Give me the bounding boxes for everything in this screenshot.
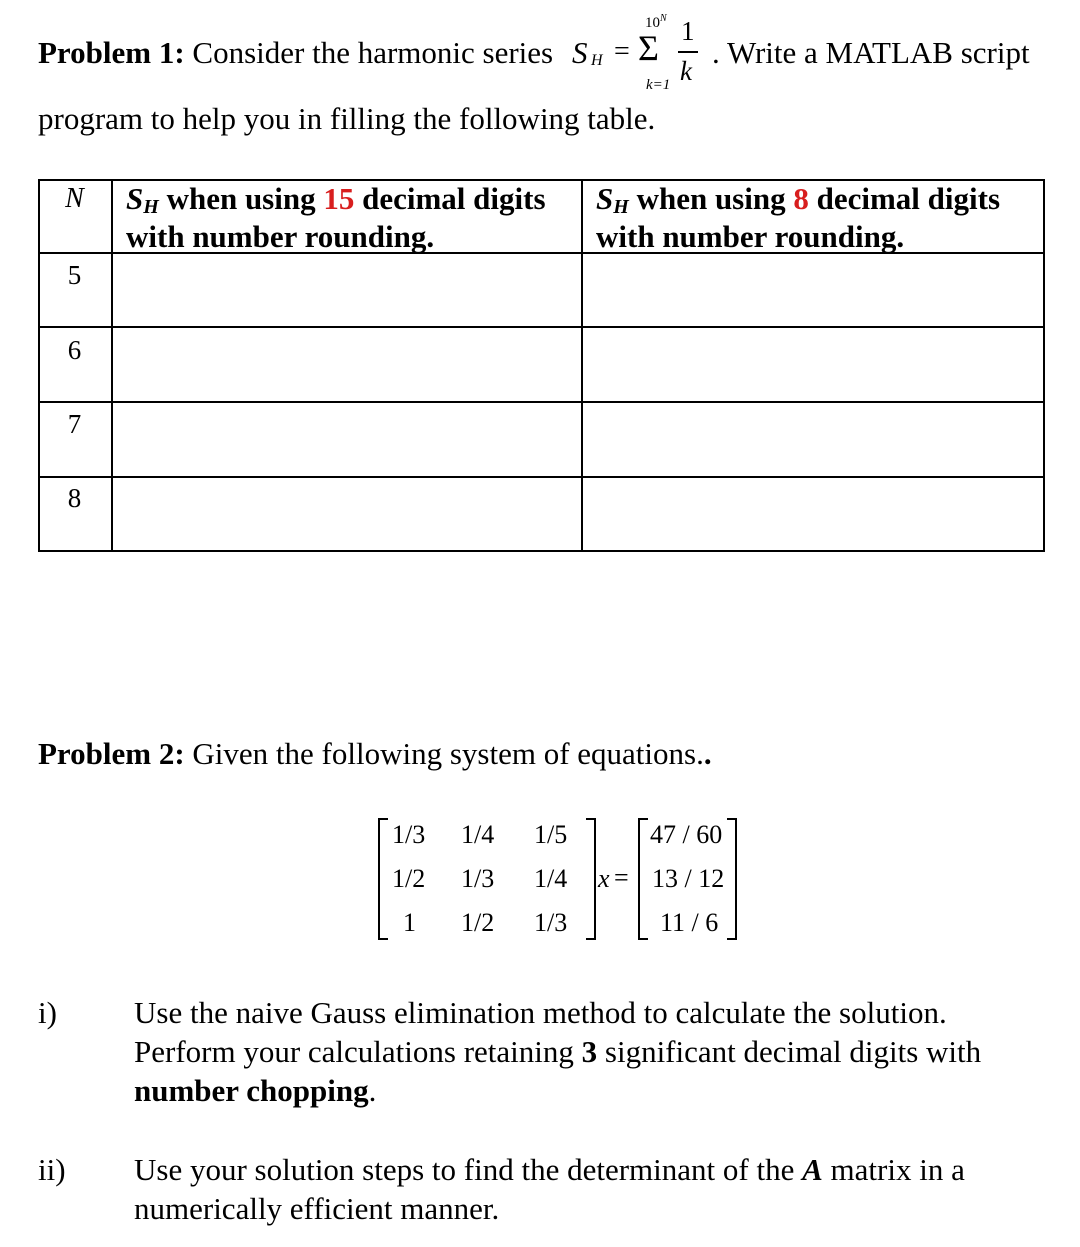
item-ii-line2: numerically efficient manner.: [134, 1191, 500, 1226]
formula-sigma: Σ: [638, 28, 659, 68]
problem1-text-after: . Write a MATLAB script: [712, 35, 1030, 70]
problem2-text: Given the following system of equations.: [192, 736, 704, 771]
problem2-label: Problem 2:: [38, 736, 185, 771]
matrix-equals: =: [614, 863, 629, 892]
item-i-line2: Perform your calculations retaining 3 significant decimal digits with: [134, 1034, 982, 1069]
matrix-a-right-bracket: [586, 818, 596, 940]
matrix-a-cell: 1/3: [461, 864, 495, 893]
item-ii-number: ii): [38, 1152, 66, 1187]
matrix-x-label: x: [598, 864, 610, 893]
table-row-n5: 5: [67, 260, 82, 290]
vector-b-cell: 13 / 12: [652, 864, 725, 893]
formula-denominator: k: [680, 56, 692, 86]
vector-b-cell: 11 / 6: [660, 908, 719, 937]
problem1-label: Problem 1:: [38, 35, 185, 70]
matrix-a-cell: 1/4: [534, 864, 568, 893]
table-header-n: N: [65, 183, 84, 214]
table-row-n8: 8: [67, 483, 82, 513]
formula-fraction-bar: [678, 51, 698, 53]
vector-b-left-bracket: [638, 818, 648, 940]
formula-lhs-subscript: H: [591, 52, 603, 69]
table-header-col2-line2: with number rounding.: [596, 219, 905, 254]
problem1-intro-text: Consider the harmonic series: [192, 35, 554, 70]
matrix-a-left-bracket: [378, 818, 388, 940]
problem1-line2: program to help you in filling the following table.: [38, 101, 656, 136]
matrix-a-cell: 1/5: [534, 820, 568, 849]
matrix-a-cell: 1/2: [392, 864, 426, 893]
col1-digits: 15: [323, 181, 355, 216]
problem2-statement: Problem 2: Given the following system of equations..: [38, 736, 712, 771]
vector-b-right-bracket: [727, 818, 737, 940]
table-header-col2: $S_H$ when using 8 decimal digits: [596, 181, 1001, 218]
problem1-statement: [38, 35, 553, 71]
table-header-col1: $S_H$ when using 15 decimal digits: [126, 181, 546, 218]
item-ii-line1: Use your solution steps to find the determinant of the A matrix in a: [134, 1152, 965, 1187]
results-table: [38, 179, 1045, 552]
matrix-a-cell: 1/3: [392, 820, 426, 849]
formula-numerator: 1: [681, 16, 695, 46]
formula-upper-limit: $10^N$: [645, 13, 667, 31]
vector-b-cell: 47 / 60: [650, 820, 723, 849]
formula-lower-limit: k=1: [646, 77, 671, 93]
table-row-n7: 7: [67, 409, 82, 439]
col2-digits: 8: [793, 181, 809, 216]
item-i-line1: Use the naive Gauss elimination method to calculate the solution.: [134, 995, 947, 1030]
table-header-col1-line2: with number rounding.: [126, 219, 435, 254]
formula-equals: =: [614, 36, 630, 67]
item-i-number: i): [38, 995, 57, 1030]
matrix-a-cell: 1/2: [461, 908, 495, 937]
matrix-a-cell: 1/4: [461, 820, 495, 849]
formula-lhs-symbol: S: [572, 35, 588, 70]
matrix-a-cell: 1/3: [534, 908, 568, 937]
item-i-line3: number chopping.: [134, 1073, 377, 1108]
matrix-a-cell: 1: [403, 908, 416, 937]
table-row-n6: 6: [67, 335, 82, 365]
